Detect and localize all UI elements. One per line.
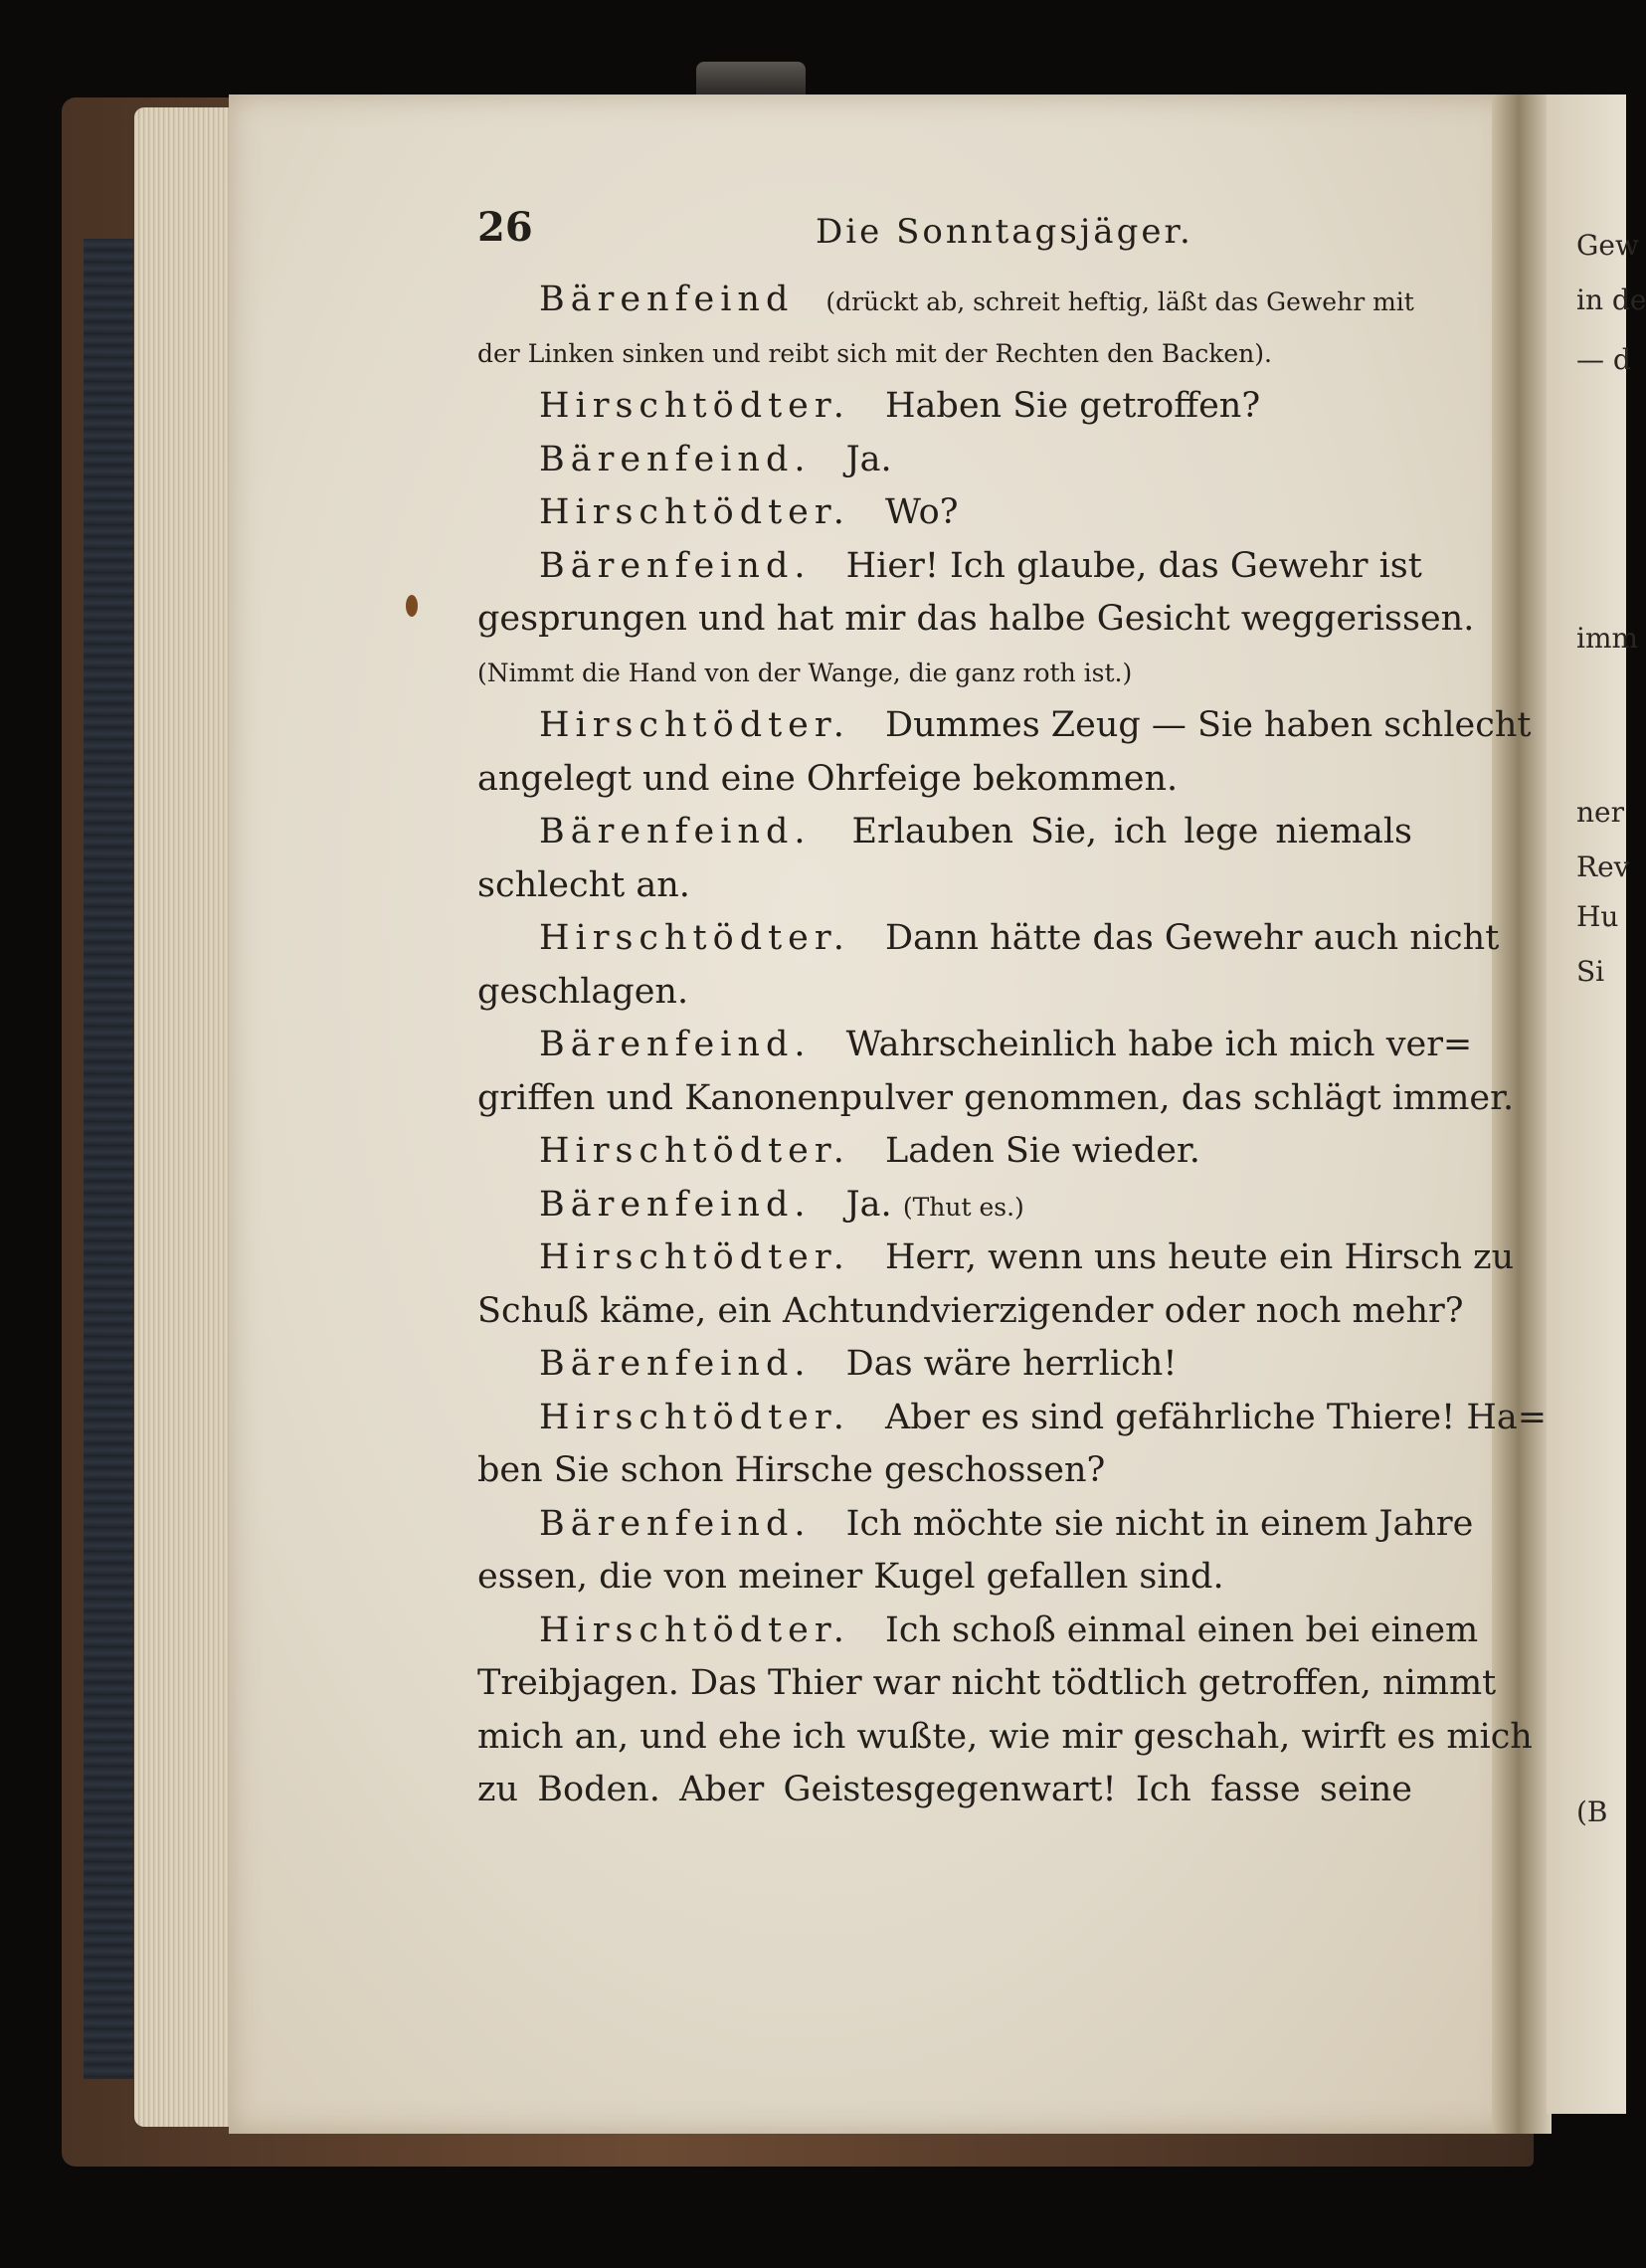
text-line — [477, 1072, 1515, 1126]
text-line — [477, 859, 1412, 913]
line-text: Ja. — [845, 1184, 892, 1225]
facing-page — [1547, 94, 1646, 2114]
speaker-name: Bärenfeind. — [539, 545, 812, 586]
speaker-name: Bärenfeind. — [539, 1344, 812, 1384]
page-header — [477, 204, 1412, 274]
facing-page-fragment: Si — [1576, 955, 1605, 988]
text-line — [477, 966, 1412, 1020]
text-line — [477, 486, 1412, 540]
text-line — [477, 1605, 1479, 1658]
facing-page-fragment: ner — [1576, 796, 1624, 829]
line-text: ben Sie schon Hirsche geschossen? — [477, 1450, 1106, 1490]
line-text: Laden Sie wieder. — [885, 1131, 1200, 1171]
text-body — [477, 274, 1548, 1817]
speaker-name: Bärenfeind. — [539, 1184, 812, 1225]
stage-direction: (Thut es.) — [902, 1192, 1024, 1222]
speaker-name: Hirschtödter. — [539, 1609, 850, 1650]
line-text: Wahrscheinlich habe ich mich ver= — [845, 1025, 1473, 1064]
line-text: Ich möchte sie nicht in einem Jahre — [845, 1503, 1474, 1544]
text-line — [477, 1019, 1473, 1072]
speaker-name: Hirschtödter. — [539, 1237, 850, 1277]
line-text: Treibjagen. Das Thier war nicht tödtlich getroffen, nimmt — [477, 1663, 1497, 1703]
speaker-name: Bärenfeind. — [539, 812, 812, 851]
line-text: Aber es sind gefährliche Thiere! Ha= — [885, 1397, 1548, 1437]
line-text: Wo? — [885, 492, 959, 532]
text-line — [477, 1657, 1497, 1711]
speaker-name: Hirschtödter. — [539, 386, 850, 426]
line-text: Herr, wenn uns heute ein Hirsch zu — [885, 1237, 1515, 1277]
line-text: Schuß käme, ein Achtundvierzigender oder noch mehr? — [477, 1290, 1464, 1331]
text-line — [477, 1498, 1474, 1552]
line-text: mich an, und ehe ich wußte, wie mir geschah, wirft es mich — [477, 1716, 1533, 1757]
line-text: Hier! Ich glaube, das Gewehr ist — [845, 545, 1422, 586]
line-text: (Nimmt die Hand von der Wange, die ganz roth ist.) — [477, 658, 1133, 687]
line-text: geschlagen. — [477, 971, 689, 1012]
text-line — [477, 753, 1412, 807]
facing-page-fragment: Gew — [1576, 229, 1639, 262]
text-line — [477, 1285, 1464, 1339]
page-number: 26 — [477, 204, 533, 251]
text-line — [477, 1551, 1412, 1605]
line-text: schlecht an. — [477, 864, 690, 905]
speaker-name: Bärenfeind. — [539, 1503, 812, 1544]
text-line — [477, 1711, 1533, 1765]
text-line — [477, 1444, 1412, 1498]
facing-page-fragment: imm — [1576, 622, 1639, 655]
speaker-name: Bärenfeind — [539, 280, 795, 319]
line-text: griffen und Kanonenpulver genommen, das schlägt immer. — [477, 1077, 1515, 1118]
line-text: der Linken sinken und reibt sich mit der Rechten den Backen). — [477, 338, 1272, 368]
line-text: Haben Sie getroffen? — [885, 386, 1261, 426]
text-line — [477, 434, 1412, 487]
text-line — [477, 699, 1532, 753]
text-line — [477, 380, 1412, 434]
page-content — [477, 204, 1548, 1817]
line-text: Erlauben Sie, ich lege niemals — [851, 812, 1412, 851]
speaker-name: Hirschtödter. — [539, 492, 850, 532]
line-text: Dann hätte das Gewehr auch nicht — [885, 918, 1500, 958]
speaker-name: Hirschtödter. — [539, 1131, 850, 1171]
facing-page-fragment: Hu — [1576, 900, 1619, 933]
line-text: Ja. — [845, 439, 892, 479]
text-line — [477, 1231, 1515, 1285]
text-line — [477, 593, 1475, 647]
line-text: zu Boden. Aber Geistesgegenwart! Ich fasse seine — [477, 1770, 1412, 1809]
text-line — [477, 647, 1412, 700]
text-line — [477, 1764, 1412, 1817]
text-line — [477, 1179, 1412, 1232]
text-line — [477, 540, 1422, 594]
speaker-name: Hirschtödter. — [539, 918, 850, 958]
text-line — [477, 912, 1500, 966]
book-clasp — [696, 62, 806, 95]
text-line — [477, 274, 1412, 327]
speaker-name: Bärenfeind. — [539, 1025, 812, 1064]
line-text: Das wäre herrlich! — [845, 1344, 1178, 1384]
paper-stain — [406, 595, 418, 617]
book-spine — [84, 239, 133, 2079]
facing-page-fragment: in de — [1576, 284, 1646, 316]
running-title: Die Sonntagsjäger. — [816, 212, 1193, 252]
line-text: (drückt ab, schreit heftig, läßt das Gewehr mit — [825, 287, 1414, 316]
speaker-name: Hirschtödter. — [539, 705, 850, 745]
text-line — [477, 327, 1412, 381]
line-text: essen, die von meiner Kugel gefallen sind. — [477, 1557, 1224, 1597]
text-line — [477, 1392, 1548, 1445]
speaker-name: Hirschtödter. — [539, 1397, 850, 1437]
line-text: angelegt und eine Ohrfeige bekommen. — [477, 758, 1179, 799]
speaker-name: Bärenfeind. — [539, 439, 812, 479]
facing-page-fragment: Rev — [1576, 850, 1630, 883]
facing-page-fragment: — d — [1576, 343, 1631, 376]
text-line — [477, 806, 1412, 859]
facing-page-fragment: (B — [1576, 1796, 1608, 1828]
text-line — [477, 1338, 1412, 1392]
line-text: Dummes Zeug — Sie haben schlecht — [885, 705, 1532, 745]
line-text: Ich schoß einmal einen bei einem — [885, 1609, 1479, 1650]
line-text: gesprungen und hat mir das halbe Gesicht weggerissen. — [477, 599, 1475, 639]
text-line — [477, 1125, 1412, 1179]
